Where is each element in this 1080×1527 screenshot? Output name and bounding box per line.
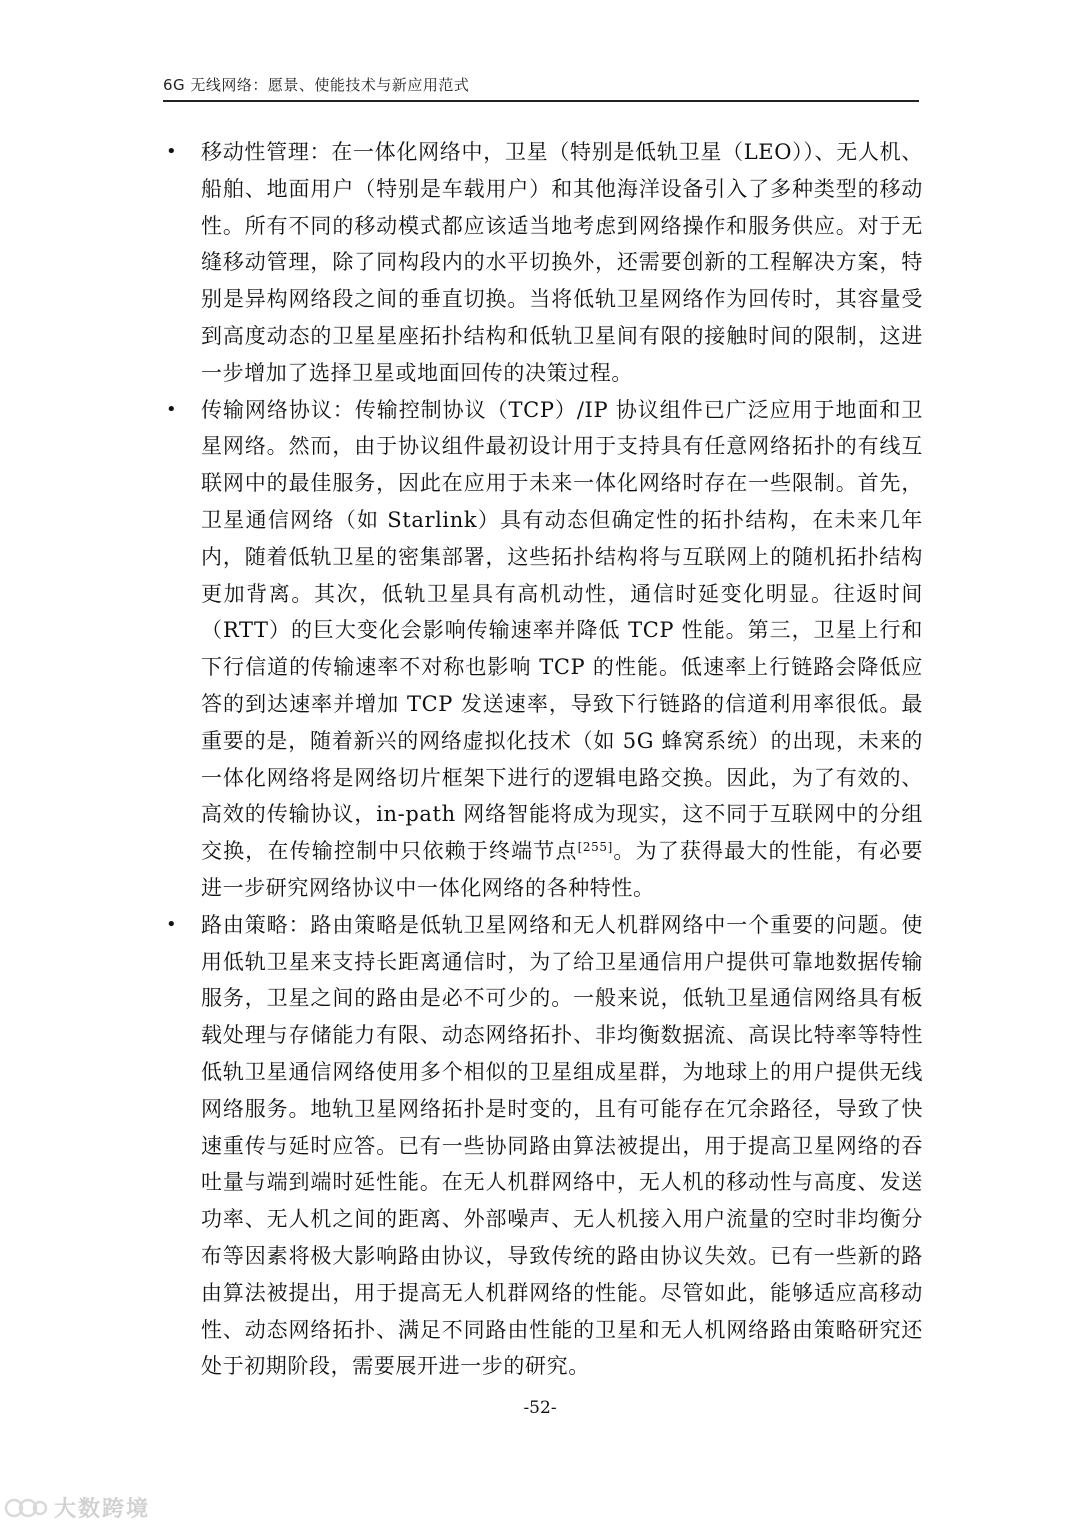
header-rule: [163, 100, 919, 102]
bullet-text: [201, 392, 923, 907]
citation-ref[interactable]: [255]: [577, 840, 613, 855]
bullet-item-transport-protocol: [163, 392, 923, 907]
bullet-icon: •: [166, 913, 177, 935]
watermark-text: 大数跨境: [54, 1497, 151, 1522]
bullet-item-routing: [163, 907, 923, 1385]
bullet-icon: •: [166, 141, 177, 162]
bullet-text: 移动性管理：在一体化网络中，卫星（特别是低轨卫星（LEO））、无人机、船舶、地面用户（特别是车载用户）和其他海洋设备引入了多种类型的移动性。所有不同的移动模式都应该适当地考虑到网络操作和服务供应。对于无缝移动管理，除了同构段内的水平切换外，还需要创新的工程解决方案，特别是异构网络段之间的垂直切换。当将低轨卫星网络作为回传时，其容量受到高度动态的卫星星座拓扑结构和低轨卫星间有限的接触时间的限制，这进一步增加了选择卫星或地面回传的决策过程。: [201, 140, 923, 385]
bullet-text: 路由策略：路由策略是低轨卫星网络和无人机群网络中一个重要的问题。使用低轨卫星来支持长距离通信时，为了给卫星通信用户提供可靠地数据传输服务，卫星之间的路由是必不可少的。一般来说，低轨卫星通信网络具有板载处理与存储能力有限、动态网络拓扑、非均衡数据流、高误比特率等特性低轨卫星通信网络使用多个相似的卫星组成星群，为地球上的用户提供无线网络服务。地轨卫星网络拓扑是时变的，且有可能存在冗余路径，导致了快速重传与延时应答。已有一些协同路由算法被提出，用于提高卫星网络的吞吐量与端到端时延性能。在无人机群网络中，无人机的移动性与高度、发送功率、无人机之间的距离、外部噪声、无人机接入用户流量的空时非均衡分布等因素将极大影响路由协议，导致传统的路由协议失效。已有一些新的路由算法被提出，用于提高无人机群网络的性能。尽管如此，能够适应高移动性、动态网络拓扑、满足不同路由性能的卫星和无人机网络路由策略研究还处于初期阶段，需要展开进一步的研究。: [201, 912, 923, 1379]
page-number: -52-: [523, 1398, 557, 1418]
running-header: 6G 无线网络：愿景、使能技术与新应用范式: [163, 76, 470, 94]
bullet-icon: •: [166, 398, 177, 420]
bullet-text-part: 传输网络协议：传输控制协议（TCP）/IP 协议组件已广泛应用于地面和卫星网络。然而，由于协议组件最初设计用于支持具有任意网络拓扑的有线互联网中的最佳服务，因此在应用于未来一体化网络时存在一些限制。首先，卫星通信网络（如 Starlink）具有动态但确定性的拓扑结构，在未来几年内，随着低轨卫星的密集部署，这些拓扑结构将与互联网上的随机拓扑结构更加背离。其次，低轨卫星具有高机动性，通信时延变化明显。往返时间（RTT）的巨大变化会影响传输速率并降低 TCP 性能。第三，卫星上行和下行信道的传输速率不对称也影响 TCP 的性能。低速率上行链路会降低应答的到达速率并增加 TCP 发送速率，导致下行链路的信道利用率很低。最重要的是，随着新兴的网络虚拟化技术（如 5G 蜂窝系统）的出现，未来的一体化网络将是网络切片框架下进行的逻辑电路交换。因此，为了有效的、高效的传输协议，in-path 网络智能将成为现实，这不同于互联网中的分组交换，在传输控制中只依赖于终端节点: [201, 397, 923, 864]
body-content: [163, 134, 923, 1385]
watermark-logo-icon: [4, 1495, 48, 1521]
bullet-text-part: 。为了获得最大的性能，有必要进一步研究网络协议中一体化网络的各种特性。: [201, 839, 924, 900]
bullet-item-mobility: [163, 134, 923, 392]
watermark: [4, 1492, 150, 1523]
